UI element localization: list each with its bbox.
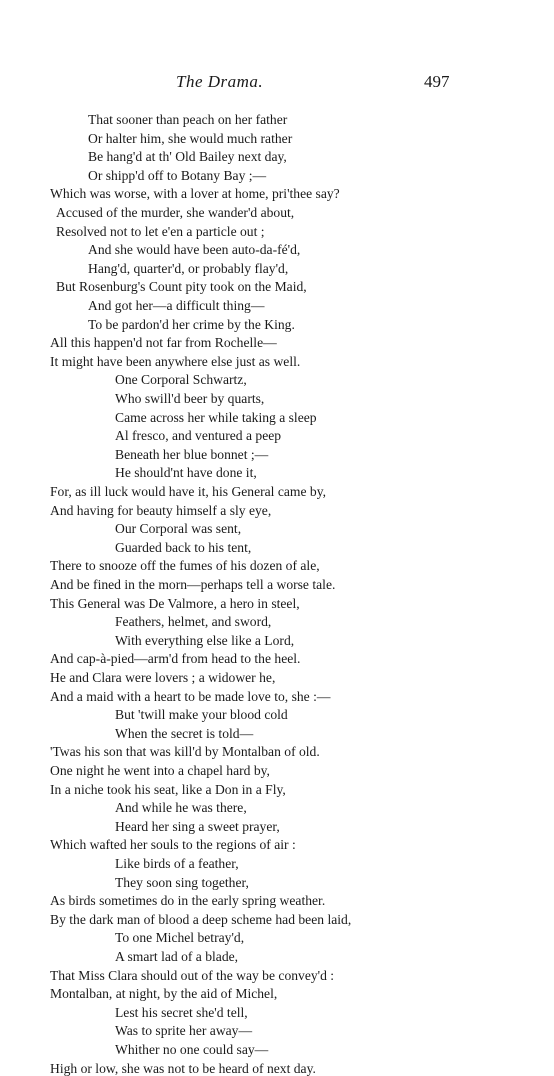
poem-line: He and Clara were lovers ; a widower he, <box>50 670 276 685</box>
poem-line: Beneath her blue bonnet ;— <box>115 446 269 462</box>
poem-line: Came across her while taking a sleep <box>115 409 317 425</box>
poem-line: As birds sometimes do in the early spring weather. <box>50 893 326 909</box>
running-title: The Drama. <box>176 72 264 91</box>
poem-line: Which was worse, with a lover at home, pri'thee say? <box>50 186 340 202</box>
poem-line: And a maid with a heart to be made love to, she :— <box>50 688 331 704</box>
poem-line: Or shipp'd off to Botany Bay ;— <box>88 167 267 183</box>
page-number: 497 <box>424 72 450 91</box>
poem-line: There to snooze off the fumes of his dozen of ale, <box>50 558 320 574</box>
poem-line: Hang'd, quarter'd, or probably flay'd, <box>88 260 289 276</box>
poem-line: Heard her sing a sweet prayer, <box>115 818 280 834</box>
poem-line: 'Twas his son that was kill'd by Montalban of old. <box>50 744 320 760</box>
poem-line: For, as ill luck would have it, his General came by, <box>50 484 327 499</box>
poem-line: Al fresco, and ventured a peep <box>115 428 282 444</box>
poem-line: Whither no one could say— <box>115 1042 269 1057</box>
poem-line: Like birds of a feather, <box>115 856 239 871</box>
poem-line: Was to sprite her away— <box>115 1023 253 1039</box>
poem-line: Or halter him, she would much rather <box>88 130 293 146</box>
poem-line: With everything else like a Lord, <box>115 632 295 648</box>
poem-line: That Miss Clara should out of the way be convey'd : <box>50 967 335 983</box>
poem-line: Be hang'd at th' Old Bailey next day, <box>88 149 287 165</box>
poem-line: Who swill'd beer by quarts, <box>115 391 265 406</box>
poem-line: High or low, she was not to be heard of next day. <box>50 1060 316 1076</box>
poem-line: This General was De Valmore, a hero in steel, <box>50 595 300 611</box>
poem-line: That sooner than peach on her father <box>88 112 288 127</box>
poem-line: Guarded back to his tent, <box>115 539 252 555</box>
poem-line: In a niche took his seat, like a Don in a Fly, <box>50 781 286 797</box>
poem-line: And got her—a difficult thing— <box>88 298 265 313</box>
poem-line: Accused of the murder, she wander'd about, <box>56 205 295 220</box>
poem-line: Resolved not to let e'en a particle out ; <box>56 223 265 239</box>
poem-line: To one Michel betray'd, <box>115 930 245 946</box>
poem-line: Montalban, at night, by the aid of Michel, <box>50 986 278 1002</box>
poem-line: But Rosenburg's Count pity took on the Maid, <box>56 279 307 295</box>
page-header <box>0 72 554 96</box>
poem-line: And she would have been auto-da-fé'd, <box>88 242 301 258</box>
poem-line: All this happen'd not far from Rochelle— <box>50 335 277 351</box>
poem-line: And cap-à-pied—arm'd from head to the heel. <box>50 651 301 667</box>
poem-line: But 'twill make your blood cold <box>115 707 288 723</box>
poem-line: Which wafted her souls to the regions of air : <box>50 837 296 853</box>
poem-line: He should'nt have done it, <box>115 465 257 481</box>
poem-line: Lest his secret she'd tell, <box>115 1004 248 1020</box>
poem-line: It might have been anywhere else just as well. <box>50 353 301 369</box>
poem-line: Our Corporal was sent, <box>115 521 242 537</box>
poem-line: And having for beauty himself a sly eye, <box>50 502 272 518</box>
poem-line: To be pardon'd her crime by the King. <box>88 316 295 332</box>
poem-line: One Corporal Schwartz, <box>115 372 247 388</box>
poem-line: Feathers, helmet, and sword, <box>115 614 272 630</box>
poem-line: And while he was there, <box>115 800 247 816</box>
poem-line: They soon sing together, <box>115 874 249 890</box>
poem-line: And be fined in the morn—perhaps tell a worse tale. <box>50 577 336 592</box>
poem-line: One night he went into a chapel hard by, <box>50 763 270 778</box>
poem-line: When the secret is told— <box>115 725 254 741</box>
poem-line: By the dark man of blood a deep scheme had been laid, <box>50 911 352 927</box>
poem-line: A smart lad of a blade, <box>115 949 239 964</box>
